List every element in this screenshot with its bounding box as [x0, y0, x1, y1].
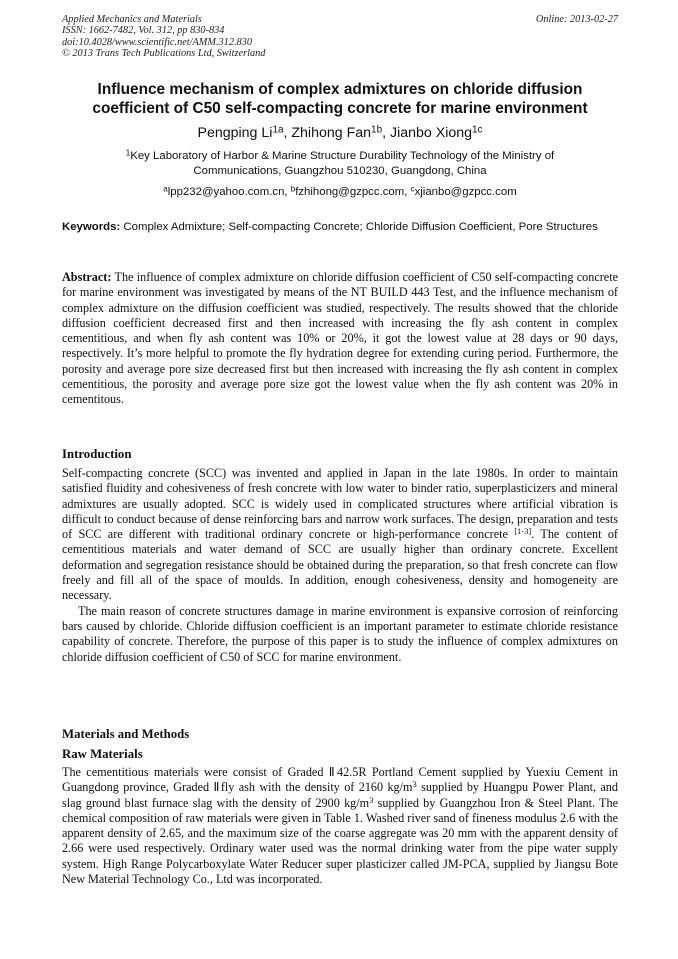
email-b: fzhihong@gzpcc.com,: [295, 186, 411, 198]
author-1-affil: 1a: [272, 124, 284, 136]
author-2-affil: 1b: [371, 124, 383, 136]
abstract-label: Abstract:: [62, 270, 112, 284]
journal-name: Applied Mechanics and Materials: [62, 14, 202, 25]
materials-heading: Materials and Methods: [62, 727, 190, 741]
author-emails: [62, 185, 618, 200]
author-1: Pengping Li: [197, 125, 273, 141]
email-a: lpp232@yahoo.com.cn,: [167, 186, 291, 198]
keywords-text: Complex Admixture; Self-compacting Concrete; Chloride Diffusion Coefficient, Pore Structures: [120, 221, 598, 233]
raw-materials-subheading: Raw Materials: [62, 747, 143, 761]
copyright-line: © 2013 Trans Tech Publications Ltd, Switzerland: [62, 48, 266, 60]
author-3: Jianbo Xiong: [389, 125, 473, 141]
author-separator: ,: [382, 125, 390, 141]
journal-header: [62, 14, 618, 60]
introduction-section: [62, 466, 618, 665]
author-list: [62, 124, 618, 142]
paper-title: [62, 80, 618, 118]
online-date: Online: 2013-02-27: [535, 14, 618, 25]
title-line-2: coefficient of C50 self-compacting concrete for marine environment: [92, 100, 588, 117]
intro-paragraph-2: The main reason of concrete structures damage in marine environment is expansive corrosion of reinforcing bars caused by chloride. Chloride diffusion coefficient is an important parameter to estimate chloride resistance capability of concrete. Therefore, the purpose of this paper is to study the influence of complex admixtures on chloride diffusion coefficient of C50 of SCC for marine environment.: [62, 603, 618, 664]
abstract: [62, 270, 618, 408]
issn-line: ISSN: 1662-7482, Vol. 312, pp 830-834: [62, 25, 225, 37]
affiliation-line-2: Communications, Guangzhou 510230, Guangdong, China: [193, 165, 487, 177]
abstract-text: The influence of complex admixture on chloride diffusion coefficient of C50 self-compacting concrete for marine environment was investigated by means of the NT BUILD 443 Test, and the influence mechanism of complex admixture on the diffusion coefficient was studied, respectively. The results showed that the chloride diffusion coefficient decreased first and then increased with increasing the fly ash content in complex cementitious, and when fly ash content was 10% or 20%, it got the lowest value at 28 days or 90 days, respectively. It’s more helpful to promote the fly hydration degree for extending curing period. Furthermore, the porosity and average pore size decreased first but then increased with increasing the fly ash content in complex cementitious, the porosity and average pore size got the lowest value when the fly ash content was 20% in cementitous.: [62, 270, 618, 407]
author-3-affil: 1c: [472, 124, 483, 136]
affiliation-mark: 1: [125, 148, 131, 158]
email-mark-a: a: [163, 184, 168, 194]
email-mark-c: c: [410, 184, 415, 194]
raw-materials-paragraph: The cementitious materials were consist of Graded Ⅱ42.5R Portland Cement supplied by Yuexiu Cement in Guangdong province, Graded Ⅱfly ash with the density of 2160 $kg/m^3$ supplied by Huangpu Power Plant, and slag ground blast furnace slag with the density of 2900 $kg/m^3$ supplied by Guangzhou Iron & Steel Plant. The chemical composition of raw materials were given in Table 1. Washed river sand of fineness modulus 2.6 with the apparent density of 2.65, and the maximum size of the coarse aggregate was 20 mm with the apparent density of 2.66 were used respectively. Ordinary water used was the normal drinking water from the pipe water supply system. High Range Polycarboxylate Water Reducer super plasticizer called JM-PCA, supplied by Jiangsu Bote New Material Technology Co., Ltd was incorporated.: [62, 765, 618, 887]
introduction-heading: Introduction: [62, 447, 132, 461]
email-c: xjianbo@gzpcc.com: [414, 186, 517, 198]
raw-materials-section: [62, 765, 618, 887]
intro-paragraph-1: Self-compacting concrete (SCC) was invented and applied in Japan in the late 1980s. In order to maintain satisfied fluidity and cohesiveness of fresh concrete with low water to binder ratio, superplasticizers and mineral admixtures are usually adopted. SCC is widely used in complicated structures where artificial vibration is difficult to conduct because of dense reinforcing bars and narrow work surfaces. The design, preparation and tests of SCC are different with traditional ordinary concrete or high-performance concrete [1-3]. The content of cementitious materials and water demand of SCC are usually higher than ordinary concrete. Excellent deformation and segregation resistance should be obtained during the preparation, so that fresh concrete can flow freely and fill all of the space of moulds. In addition, enough cohesiveness, density and homogeneity are necessary.: [62, 466, 618, 603]
affiliation-line-1: $^1$Key Laboratory of Harbor & Marine Structure Durability Technology of the Ministry of: [125, 148, 555, 162]
affiliation: [62, 149, 618, 179]
email-mark-b: b: [290, 184, 296, 194]
citation-ref: [1-3]: [514, 526, 532, 537]
author-2: Zhihong Fan: [291, 125, 372, 141]
doi-line: doi:10.4028/www.scientific.net/AMM.312.830: [62, 36, 252, 48]
keywords: [62, 220, 618, 235]
title-line-1: Influence mechanism of complex admixtures on chloride diffusion: [97, 81, 583, 98]
author-separator: ,: [283, 125, 292, 141]
keywords-label: Keywords:: [62, 221, 121, 233]
